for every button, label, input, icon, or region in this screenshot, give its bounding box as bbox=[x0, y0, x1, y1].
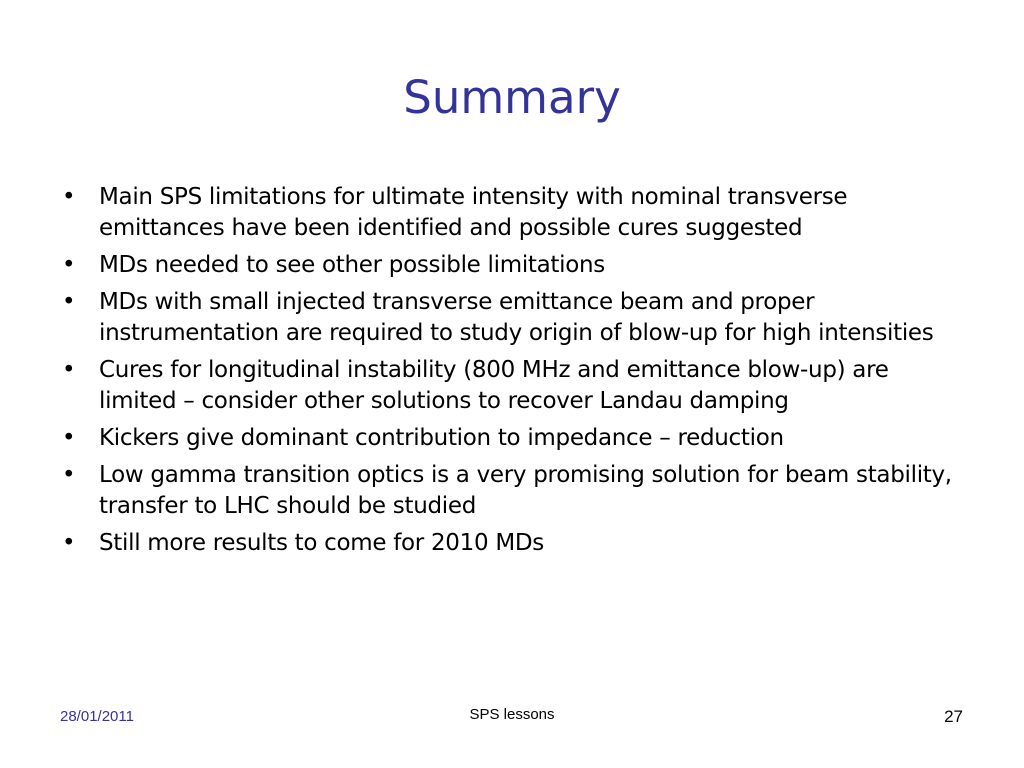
page-number: 27 bbox=[944, 707, 963, 726]
bullet-text: MDs needed to see other possible limitations bbox=[99, 252, 605, 278]
bullet-item bbox=[62, 355, 962, 417]
bullet-item bbox=[62, 528, 962, 559]
bullet-icon: • bbox=[62, 184, 76, 210]
bullet-text: Low gamma transition optics is a very promising solution for beam stability, transfer to LHC should be studied bbox=[99, 462, 952, 519]
bullet-icon: • bbox=[62, 357, 76, 383]
bullet-item bbox=[62, 287, 962, 349]
bullet-item bbox=[62, 182, 962, 244]
bullet-text: Main SPS limitations for ultimate intensity with nominal transverse emittances have been identified and possible cures suggested bbox=[99, 184, 848, 241]
bullet-icon: • bbox=[62, 289, 76, 315]
slide-title: Summary bbox=[403, 71, 621, 124]
bullet-text: MDs with small injected transverse emittance beam and proper instrumentation are required to study origin of blow-up for high intensities bbox=[99, 289, 934, 346]
bullet-item bbox=[62, 423, 962, 454]
bullet-list bbox=[62, 182, 962, 565]
bullet-icon: • bbox=[62, 425, 76, 451]
bullet-item bbox=[62, 250, 962, 281]
bullet-icon: • bbox=[62, 530, 76, 556]
footer-date: 28/01/2011 bbox=[60, 708, 134, 725]
footer-title: SPS lessons bbox=[469, 706, 555, 723]
bullet-text: Still more results to come for 2010 MDs bbox=[99, 530, 544, 556]
bullet-icon: • bbox=[62, 252, 76, 278]
bullet-text: Kickers give dominant contribution to impedance – reduction bbox=[99, 425, 784, 451]
bullet-item bbox=[62, 460, 962, 522]
bullet-icon: • bbox=[62, 462, 76, 488]
bullet-text: Cures for longitudinal instability (800 MHz and emittance blow-up) are limited – consider other solutions to recover Landau damping bbox=[99, 357, 889, 414]
